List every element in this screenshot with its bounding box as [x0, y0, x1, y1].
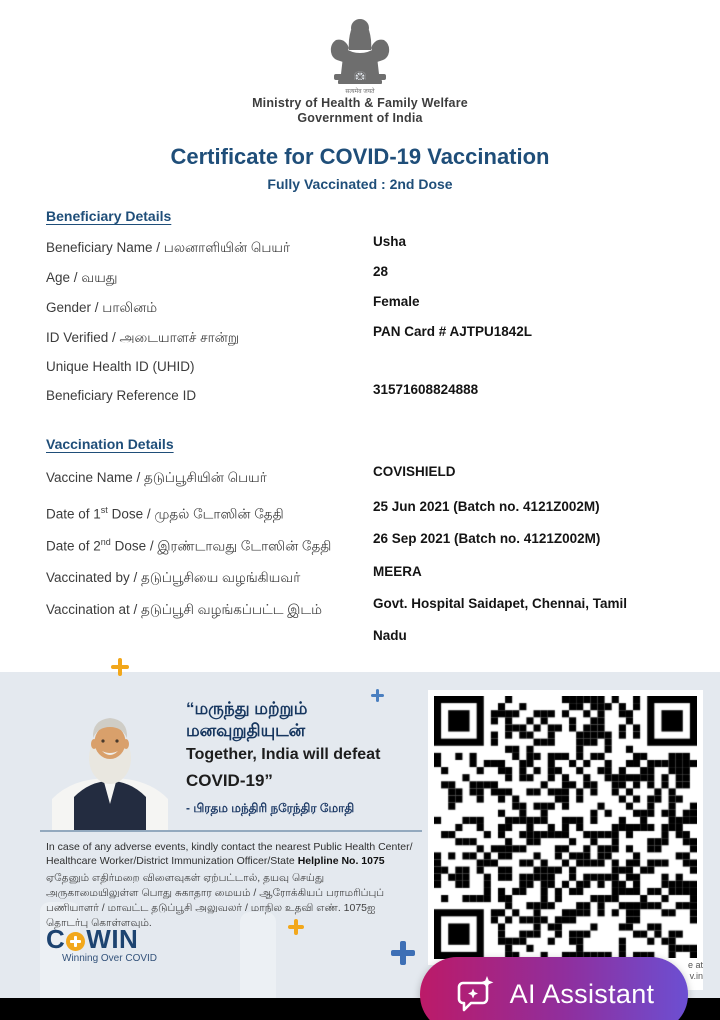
subtitle-prefix: Fully Vaccinated : [267, 176, 390, 192]
blue-plus-icon [371, 689, 384, 702]
vaccination-at-value: Govt. Hospital Saidapet, Chennai, Tamil Nadu [373, 596, 628, 643]
blue-plus-icon [391, 941, 415, 965]
vaccinated-by-label: Vaccinated by / தடுப்பூசியை வழங்கியவர் [46, 570, 301, 585]
cowin-logo [46, 924, 138, 955]
gender-value: Female [373, 294, 420, 309]
vaccination-at-label: Vaccination at / தடுப்பூசி வழங்கப்பட்ட இடம் [46, 602, 322, 617]
dose1-date-label: Date of 1st Dose / முதல் டோஸின் தேதி [46, 505, 284, 522]
age-label: Age / வயது [46, 270, 118, 285]
verify-note-fragment: e at v.in [656, 958, 703, 990]
pm-portrait-icon [42, 696, 178, 832]
cowin-plus-icon [66, 932, 85, 951]
ai-assistant-label: AI Assistant [509, 979, 655, 1009]
subtitle-dose: 2nd Dose [389, 176, 453, 192]
age-value: 28 [373, 264, 389, 279]
vaccine-name-label: Vaccine Name / தடுப்பூசியின் பெயர் [46, 470, 267, 485]
beneficiary-ref-label: Beneficiary Reference ID [46, 388, 197, 403]
orange-plus-icon [288, 919, 304, 935]
chat-sparkle-icon [454, 974, 496, 1016]
dose2-date-value: 26 Sep 2021 (Batch no. 4121Z002M) [373, 531, 601, 546]
id-verified-label: ID Verified / அடையாளச் சான்று [46, 330, 239, 345]
adverse-events-note-en: In case of any adverse events, kindly contact the nearest Public Health Center/ Healthcare Worker/District Immunization Officer/State Helpline No. 1075 [46, 841, 413, 867]
orange-plus-icon [111, 658, 129, 676]
ashoka-emblem-icon [322, 10, 398, 96]
qr-code-image [434, 696, 697, 959]
quote-english-line2: COVID-19” [186, 771, 273, 790]
ai-assistant-button[interactable] [420, 957, 688, 1020]
dose1-date-value: 25 Jun 2021 (Batch no. 4121Z002M) [373, 499, 600, 514]
beneficiary-name-label: Beneficiary Name / பலனாளியின் பெயர் [46, 240, 290, 255]
government-name: Government of India [297, 111, 423, 125]
cowin-logo-c: C [46, 924, 66, 954]
beneficiary-section-title: Beneficiary Details [46, 208, 172, 224]
ministry-name: Ministry of Health & Family Welfare [252, 96, 468, 110]
quote-english-line1: Together, India will defeat [186, 746, 381, 763]
pm-photo [42, 696, 178, 832]
beneficiary-name-value: Usha [373, 234, 407, 249]
qr-code [428, 690, 703, 965]
gender-label: Gender / பாலினம் [46, 300, 158, 315]
certificate-subtitle [0, 176, 720, 192]
emblem-motto: सत्यमेव जयते [345, 89, 375, 95]
quote-attribution: - பிரதம மந்திரி நரேந்திர மோதி [186, 801, 355, 815]
vaccination-section-title: Vaccination Details [46, 436, 174, 452]
cowin-logo-win: WIN [86, 924, 139, 954]
uhid-label: Unique Health ID (UHID) [46, 359, 195, 374]
helpline-number: Helpline No. 1075 [297, 855, 385, 867]
certificate-title: Certificate for COVID-19 Vaccination [170, 144, 550, 169]
banner-divider [40, 830, 422, 832]
national-emblem [322, 10, 398, 96]
cowin-tagline: Winning Over COVID [62, 953, 158, 964]
vaccinated-by-value: MEERA [373, 564, 422, 579]
quote-tamil-line2: மனவுறுதியுடன் [186, 721, 306, 740]
vaccine-name-value: COVISHIELD [373, 464, 456, 479]
id-verified-value: PAN Card # AJTPU1842L [373, 324, 533, 339]
beneficiary-ref-value: 31571608824888 [373, 382, 479, 397]
adverse-events-note-ta: ஏதேனும் எதிர்மறை விளைவுகள் ஏற்பட்டால், தயவு செய்து அருகாமையிலுள்ள பொது சுகாதார மையம் / ஆரோக்கியப் பராமரிப்புப் பணியாளர் / மாவட்ட தடுப்பூசி அலுவலர் / மாநில உதவி எண். 1075ஐ தொடர்பு கொள்ளவும். [46, 872, 385, 929]
dose2-date-label: Date of 2nd Dose / இரண்டாவது டோஸின் தேதி [46, 537, 332, 554]
quote-tamil-line1: “மருந்து மற்றும் [186, 699, 308, 718]
